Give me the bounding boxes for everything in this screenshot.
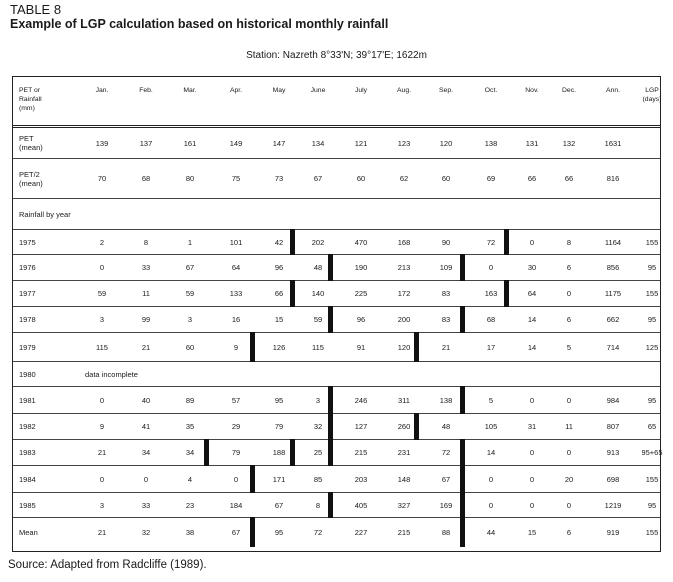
year-value: 42	[274, 237, 284, 247]
year-row	[13, 333, 660, 362]
year-row	[13, 414, 660, 440]
year-value: 6	[566, 263, 572, 272]
year-value: 2	[99, 237, 105, 247]
pet2-value: 70	[97, 174, 107, 183]
year-value: 40	[141, 395, 151, 405]
year-value: 405	[354, 500, 368, 510]
year-value: 67	[231, 528, 241, 537]
year-value: 83	[441, 289, 451, 298]
year-value: 65	[647, 422, 657, 431]
year-value: 0	[566, 395, 572, 405]
year-label: 1984	[19, 474, 36, 484]
year-value: 0	[488, 500, 494, 510]
year-value: 0	[566, 289, 572, 298]
year-value: 0	[488, 263, 494, 272]
year-value: 3	[99, 500, 105, 510]
year-value: 807	[606, 422, 620, 431]
year-value: 203	[354, 474, 368, 484]
growing-period-boundary-bar	[414, 332, 419, 362]
year-value: 913	[606, 448, 620, 457]
year-value: 662	[606, 315, 620, 324]
year-value: 0	[529, 474, 535, 484]
year-row	[13, 281, 660, 307]
year-value: 32	[313, 422, 323, 431]
year-value: 15	[274, 315, 284, 324]
growing-period-boundary-bar	[328, 413, 333, 440]
header-lgp-line: LGP	[645, 87, 659, 94]
year-row	[13, 255, 660, 281]
growing-period-boundary-bar	[460, 254, 465, 281]
pet2-row	[13, 159, 660, 199]
year-value: 155	[645, 289, 659, 298]
year-value: 126	[272, 342, 286, 352]
year-value: 88	[441, 528, 451, 537]
year-value: 57	[231, 395, 241, 405]
pet-value: 139	[95, 138, 109, 148]
year-value: 311	[398, 395, 410, 405]
header-month: Apr.	[229, 87, 243, 94]
pet-value: 161	[183, 138, 197, 148]
header-row	[13, 77, 660, 128]
pet-label-line: (mean)	[19, 143, 43, 152]
year-value: 16	[231, 315, 241, 324]
year-value: 0	[488, 474, 494, 484]
growing-period-boundary-bar	[328, 386, 333, 414]
growing-period-boundary-bar	[460, 465, 465, 493]
growing-period-boundary-bar	[250, 517, 255, 547]
year-value: 21	[97, 448, 107, 457]
growing-period-boundary-bar	[290, 280, 295, 307]
year-value: 9	[99, 422, 105, 431]
year-value: 64	[527, 289, 537, 298]
pet2-value: 67	[313, 174, 323, 183]
year-label: 1985	[19, 500, 36, 510]
year-label: Mean	[19, 528, 38, 537]
year-value: 225	[354, 289, 368, 298]
growing-period-boundary-bar	[460, 386, 465, 414]
year-label: 1977	[19, 289, 36, 298]
year-label: 1982	[19, 422, 36, 431]
year-value: 95	[647, 395, 657, 405]
year-value: 190	[354, 263, 368, 272]
pet-label-cell	[13, 134, 79, 152]
year-value: 172	[397, 289, 411, 298]
year-value: 29	[231, 422, 241, 431]
table-title: Example of LGP calculation based on historical monthly rainfall	[10, 17, 389, 31]
year-value: 5	[566, 342, 572, 352]
year-value: 115	[312, 342, 324, 352]
header-lgp-line: (days)	[642, 96, 662, 103]
pet-row	[13, 128, 660, 159]
pet-value: 1631	[604, 138, 622, 148]
year-row	[13, 230, 660, 255]
year-value: 48	[441, 422, 451, 431]
year-value: 1	[187, 237, 193, 247]
header-month: May	[272, 87, 286, 94]
pet2-value: 66	[564, 174, 574, 183]
year-value: 14	[527, 342, 537, 352]
rainfall-heading-row	[13, 199, 660, 230]
pet-value: 131	[525, 138, 539, 148]
year-label: 1976	[19, 263, 36, 272]
year-value: 89	[185, 395, 195, 405]
year-value: 9	[233, 342, 239, 352]
year-value: 155	[645, 237, 659, 247]
pet-value: 147	[272, 138, 286, 148]
year-value: 8	[315, 500, 321, 510]
year-label: 1980	[19, 369, 36, 379]
pet2-value: 80	[185, 174, 195, 183]
year-value: 163	[484, 289, 498, 298]
year-label: 1978	[19, 315, 36, 324]
year-value: 202	[311, 237, 325, 247]
year-value: 1175	[604, 289, 622, 298]
year-value: 95	[647, 315, 657, 324]
year-value: 95	[647, 263, 657, 272]
growing-period-boundary-bar	[290, 229, 295, 255]
year-value: 72	[441, 448, 451, 457]
growing-period-boundary-bar	[460, 517, 465, 547]
growing-period-boundary-bar	[460, 492, 465, 518]
year-value: 101	[229, 237, 243, 247]
header-month: Nov.	[525, 87, 539, 94]
year-value: 72	[486, 237, 496, 247]
year-value: 6	[566, 528, 572, 537]
pet2-label-line: PET/2	[19, 169, 40, 179]
year-value: 155	[645, 528, 659, 537]
year-value: 168	[397, 237, 411, 247]
year-value: 96	[356, 315, 366, 324]
year-value: 23	[185, 500, 195, 510]
growing-period-boundary-bar	[460, 306, 465, 333]
year-value: 33	[141, 500, 151, 510]
year-value: 35	[185, 422, 195, 431]
year-value: 127	[354, 422, 368, 431]
year-value: 0	[529, 448, 535, 457]
year-value: 4	[187, 474, 193, 484]
year-value: 213	[397, 263, 411, 272]
year-value: 44	[486, 528, 496, 537]
year-value: 0	[529, 395, 535, 405]
growing-period-boundary-bar	[328, 306, 333, 333]
year-value: 95+65	[641, 448, 663, 457]
pet2-value: 69	[486, 174, 496, 183]
header-month: Sep.	[439, 87, 453, 94]
year-value: 470	[354, 237, 368, 247]
growing-period-boundary-bar	[250, 332, 255, 362]
year-value: 231	[397, 448, 411, 457]
rainfall-heading: Rainfall by year	[19, 209, 71, 219]
year-value: 11	[142, 289, 150, 298]
pet-value: 121	[354, 138, 368, 148]
growing-period-boundary-bar	[414, 413, 419, 440]
header-month: June	[310, 87, 326, 94]
year-value: 20	[564, 474, 574, 484]
year-value: 714	[606, 342, 620, 352]
year-value: 6	[566, 315, 572, 324]
year-value: 140	[311, 289, 325, 298]
year-value: 184	[229, 500, 243, 510]
year-row	[13, 493, 660, 518]
year-value: 41	[141, 422, 151, 431]
year-value: 90	[441, 237, 451, 247]
pet2-value: 816	[606, 174, 620, 183]
year-value: 5	[488, 395, 494, 405]
header-month: July	[354, 87, 368, 94]
year-row	[13, 466, 660, 493]
year-value: 66	[274, 289, 284, 298]
year-row	[13, 362, 660, 387]
year-value: 95	[647, 500, 657, 510]
year-label: 1979	[19, 342, 36, 352]
year-value: 120	[397, 342, 411, 352]
year-value: 3	[99, 315, 105, 324]
header-month: Mar.	[183, 87, 197, 94]
year-value: 260	[397, 422, 411, 431]
year-value: 200	[397, 315, 411, 324]
year-value: 21	[141, 342, 151, 352]
year-value: 698	[606, 474, 620, 484]
year-value: 83	[441, 315, 451, 324]
year-value: 95	[274, 395, 284, 405]
year-value: 60	[185, 342, 195, 352]
pet-value: 137	[139, 138, 153, 148]
year-value: 31	[527, 422, 537, 431]
year-note: data incomplete	[85, 369, 138, 379]
year-value: 215	[354, 448, 368, 457]
year-value: 59	[97, 289, 107, 298]
pet-value: 132	[562, 138, 576, 148]
year-value: 64	[231, 263, 241, 272]
pet-value: 134	[311, 138, 325, 148]
year-value: 227	[354, 528, 368, 537]
pet2-value: 73	[274, 174, 284, 183]
year-value: 3	[187, 315, 193, 324]
header-label-line: PET or	[19, 87, 41, 94]
year-value: 32	[141, 528, 151, 537]
year-value: 169	[439, 500, 453, 510]
year-value: 8	[143, 237, 149, 247]
pet-label-line: PET	[19, 134, 34, 143]
growing-period-boundary-bar	[504, 229, 509, 255]
year-value: 171	[272, 474, 286, 484]
header-label-cell	[13, 86, 79, 113]
year-value: 148	[397, 474, 411, 484]
year-value: 125	[645, 342, 659, 352]
year-value: 59	[185, 289, 195, 298]
growing-period-boundary-bar	[328, 492, 333, 518]
year-value: 0	[233, 474, 239, 484]
lgp-table	[12, 76, 661, 552]
year-value: 99	[141, 315, 151, 324]
year-row	[13, 518, 660, 547]
growing-period-boundary-bar	[290, 439, 295, 466]
year-label: 1975	[19, 237, 36, 247]
year-value: 14	[486, 448, 496, 457]
header-month: Oct.	[484, 87, 498, 94]
year-value: 33	[141, 263, 151, 272]
year-value: 25	[313, 448, 323, 457]
year-row	[13, 387, 660, 414]
pet2-label-cell	[13, 170, 79, 188]
year-value: 0	[99, 474, 105, 484]
year-value: 133	[229, 289, 243, 298]
year-value: 21	[441, 342, 451, 352]
year-value: 0	[566, 500, 572, 510]
pet2-value: 62	[399, 174, 409, 183]
year-row	[13, 307, 660, 333]
header-label-line: Rainfall	[19, 96, 42, 103]
year-value: 79	[231, 448, 241, 457]
year-value: 984	[606, 395, 620, 405]
year-value: 67	[441, 474, 451, 484]
header-month: Jan.	[95, 87, 109, 94]
year-label: 1981	[19, 395, 36, 405]
year-value: 68	[486, 315, 496, 324]
header-lgp-cell	[639, 86, 665, 104]
year-value: 79	[274, 422, 284, 431]
year-value: 1219	[604, 500, 622, 510]
year-label: 1983	[19, 448, 36, 457]
year-value: 856	[606, 263, 620, 272]
header-month: Ann.	[606, 87, 620, 94]
year-value: 95	[274, 528, 284, 537]
table-number: TABLE 8	[10, 2, 62, 17]
pet2-value: 75	[231, 174, 241, 183]
year-value: 215	[397, 528, 411, 537]
header-label-line: (mm)	[19, 105, 35, 112]
pet-value: 123	[397, 138, 411, 148]
year-value: 11	[565, 422, 573, 431]
year-value: 85	[313, 474, 323, 484]
pet2-label-line: (mean)	[19, 178, 43, 188]
year-value: 67	[274, 500, 284, 510]
year-value: 96	[274, 263, 284, 272]
year-value: 115	[96, 342, 108, 352]
year-value: 34	[141, 448, 151, 457]
header-month: Dec.	[562, 87, 576, 94]
year-value: 0	[529, 237, 535, 247]
growing-period-boundary-bar	[328, 439, 333, 466]
growing-period-boundary-bar	[328, 254, 333, 281]
year-value: 0	[99, 395, 105, 405]
year-value: 38	[185, 528, 195, 537]
year-value: 8	[566, 237, 572, 247]
year-value: 0	[529, 500, 535, 510]
pet-value: 149	[229, 138, 243, 148]
year-value: 91	[356, 342, 366, 352]
year-value: 0	[143, 474, 149, 484]
year-value: 246	[354, 395, 368, 405]
year-value: 15	[527, 528, 537, 537]
pet2-value: 66	[527, 174, 537, 183]
year-value: 1164	[604, 237, 622, 247]
year-value: 155	[645, 474, 659, 484]
year-value: 0	[99, 263, 105, 272]
growing-period-boundary-bar	[504, 280, 509, 307]
year-value: 67	[185, 263, 195, 272]
year-value: 48	[313, 263, 323, 272]
header-month: Feb.	[139, 87, 153, 94]
pet-value: 120	[439, 138, 453, 148]
pet2-value: 60	[441, 174, 451, 183]
header-month: Aug.	[397, 87, 411, 94]
growing-period-boundary-bar	[460, 439, 465, 466]
pet2-value: 68	[141, 174, 151, 183]
source-note: Source: Adapted from Radcliffe (1989).	[8, 559, 207, 571]
pet2-value: 60	[356, 174, 366, 183]
year-value: 17	[486, 342, 496, 352]
year-value: 34	[185, 448, 195, 457]
growing-period-boundary-bar	[250, 465, 255, 493]
year-row	[13, 440, 663, 466]
year-value: 14	[527, 315, 537, 324]
year-value: 105	[484, 422, 498, 431]
growing-period-boundary-bar	[204, 439, 209, 466]
year-value: 0	[566, 448, 572, 457]
year-value: 3	[315, 395, 321, 405]
year-value: 72	[313, 528, 323, 537]
year-value: 59	[313, 315, 323, 324]
year-value: 109	[439, 263, 453, 272]
year-value: 188	[272, 448, 286, 457]
pet-value: 138	[484, 138, 498, 148]
station-info: Station: Nazreth 8°33'N; 39°17'E; 1622m	[246, 50, 427, 61]
year-value: 30	[527, 263, 537, 272]
year-value: 138	[439, 395, 453, 405]
year-value: 919	[606, 528, 620, 537]
year-value: 21	[97, 528, 107, 537]
year-value: 327	[397, 500, 411, 510]
